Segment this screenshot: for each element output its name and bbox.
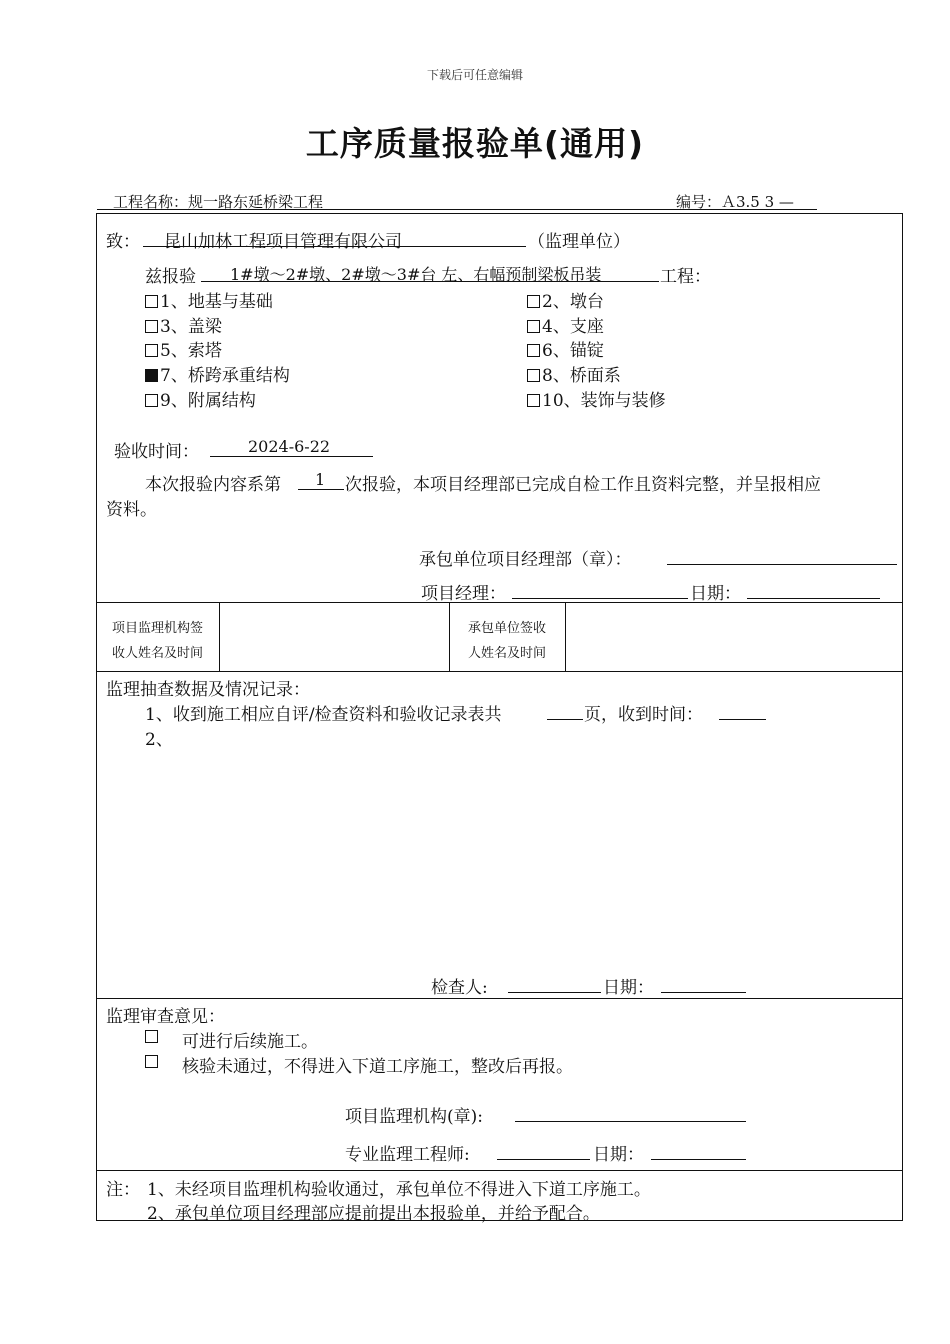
statement-part3: 资料。 [106, 500, 157, 520]
review-option-1[interactable] [145, 1027, 160, 1047]
inspector-date-field[interactable] [661, 992, 746, 993]
notes-prefix: 注： [106, 1180, 140, 1200]
checkbox-icon[interactable] [145, 1055, 158, 1068]
statement-times: 1 [315, 470, 326, 489]
report-prefix: 兹报验 [145, 267, 196, 287]
manager-field[interactable] [512, 598, 688, 599]
supervision-receipt-field[interactable] [220, 603, 449, 671]
inspection-heading: 监理抽查数据及情况记录： [106, 680, 310, 700]
statement-part1: 本次报验内容系第 [145, 475, 281, 495]
checkbox-item[interactable]: 3、盖梁 [145, 312, 222, 337]
checkbox-icon[interactable] [145, 1030, 158, 1043]
meta-underline [97, 209, 817, 210]
contractor-receipt-field[interactable] [566, 603, 902, 671]
engineer-date-field[interactable] [651, 1159, 746, 1160]
supervision-receipt-label-1: 项目监理机构签 [111, 621, 203, 636]
pages-field[interactable] [547, 719, 583, 720]
checkbox-item[interactable]: 1、地基与基础 [145, 287, 273, 312]
inspector-field[interactable] [508, 992, 601, 993]
report-suffix: 工程： [660, 267, 711, 287]
checkbox-item[interactable]: 7、桥跨承重结构 [145, 361, 290, 386]
divider [96, 1170, 903, 1171]
contractor-receipt-label-1: 承包单位签收 [467, 621, 546, 636]
recipient-underline [143, 246, 526, 247]
checkbox-checked-icon[interactable] [145, 369, 158, 382]
review-option-2[interactable] [145, 1052, 160, 1072]
review-option-2-label: 核验未通过，不得进入下道工序施工，整改后再报。 [182, 1057, 573, 1077]
checkbox-icon[interactable] [527, 369, 540, 382]
checkbox-item[interactable]: 9、附属结构 [145, 386, 256, 411]
engineer-field[interactable] [497, 1159, 590, 1160]
inspector-label: 检查人: [431, 978, 488, 998]
inspection-item2: 2、 [145, 730, 173, 750]
contractor-stamp-field[interactable] [667, 564, 897, 565]
manager-label: 项目经理： [421, 584, 506, 604]
checkbox-item[interactable]: 2、墩台 [527, 287, 604, 312]
supervision-receipt-label-2: 收人姓名及时间 [111, 646, 203, 661]
divider [96, 998, 903, 999]
checkbox-item[interactable]: 10、装饰与装修 [527, 386, 666, 411]
project-name: 工程名称：规一路东延桥梁工程 [113, 193, 324, 211]
recipient-company: 昆山加林工程项目管理有限公司 [164, 232, 402, 252]
statement-times-underline [298, 489, 344, 490]
supervision-org-label: 项目监理机构(章): [345, 1107, 483, 1127]
recipient-prefix: 致： [106, 232, 140, 252]
acceptance-underline [210, 456, 373, 457]
contractor-receipt-label-2: 人姓名及时间 [467, 646, 546, 661]
report-underline [201, 281, 659, 282]
divider [96, 671, 903, 672]
note-2: 2、承包单位项目经理部应提前提出本报验单，并给予配合。 [147, 1204, 600, 1224]
form-number: 编号：Ａ3.5 3 — [676, 193, 794, 211]
checkbox-icon[interactable] [527, 320, 540, 333]
checkbox-item[interactable]: 5、索塔 [145, 336, 222, 361]
manager-date-label: 日期： [690, 584, 741, 604]
report-subject: 1#墩～2#墩、2#墩～3#台 左、右幅预制梁板吊装 [230, 265, 602, 284]
checkbox-icon[interactable] [145, 320, 158, 333]
acceptance-date: 2024-6-22 [248, 437, 331, 456]
contractor-stamp-label: 承包单位项目经理部（章）： [419, 550, 632, 570]
checkbox-icon[interactable] [145, 295, 158, 308]
engineer-date-label: 日期： [593, 1145, 644, 1165]
received-time-field[interactable] [719, 719, 766, 720]
checkbox-icon[interactable] [145, 394, 158, 407]
checkbox-icon[interactable] [145, 344, 158, 357]
manager-date-field[interactable] [747, 598, 880, 599]
checkbox-item[interactable]: 4、支座 [527, 312, 604, 337]
statement-part2: 次报验，本项目经理部已完成自检工作且资料完整，并呈报相应 [345, 475, 821, 495]
engineer-label: 专业监理工程师: [345, 1145, 470, 1165]
checkbox-icon[interactable] [527, 295, 540, 308]
header-note: 下载后可任意编辑 [426, 68, 523, 82]
review-option-1-label: 可进行后续施工。 [182, 1032, 318, 1052]
checkbox-item[interactable]: 8、桥面系 [527, 361, 621, 386]
page-title: 工序质量报验单(通用) [305, 124, 645, 163]
acceptance-label: 验收时间： [114, 442, 199, 462]
recipient-suffix: （监理单位） [528, 232, 630, 252]
inspector-date-label: 日期： [603, 978, 654, 998]
supervision-org-field[interactable] [515, 1121, 746, 1122]
review-heading: 监理审查意见： [106, 1007, 225, 1027]
inspection-item1-a: 1、收到施工相应自评/检查资料和验收记录表共 [145, 705, 502, 725]
note-1: 1、未经项目监理机构验收通过，承包单位不得进入下道工序施工。 [147, 1180, 651, 1200]
checkbox-item[interactable]: 6、锚锭 [527, 336, 604, 361]
checkbox-icon[interactable] [527, 344, 540, 357]
inspection-item1-b: 页，收到时间： [584, 705, 703, 725]
checkbox-icon[interactable] [527, 394, 540, 407]
